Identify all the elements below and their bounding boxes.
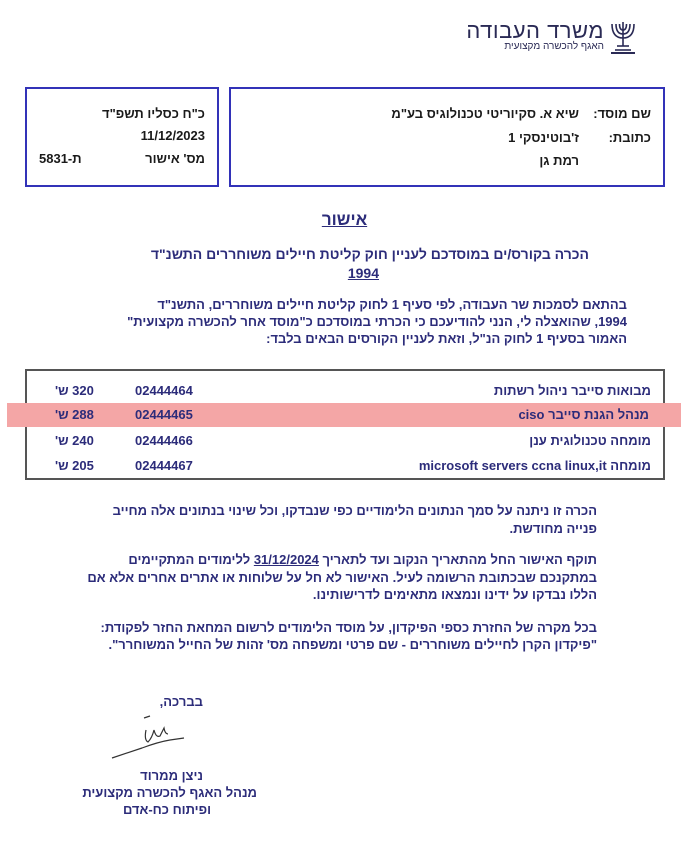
address-label: כתובת: [608, 130, 651, 145]
institution-box [229, 87, 665, 187]
closing-greeting: בברכה, [159, 694, 203, 709]
signer-title-2: ופיתוח כח-אדם [122, 802, 211, 817]
validity-text-a: תוקף האישור החל מהתאריך הנקוב ועד לתאריך [322, 552, 597, 567]
deposit-line-1: בכל מקרה של החזרת כספי הפיקדון, על מוסד הלימודים לרשום המחאת החזר לפקודת: [100, 620, 597, 635]
table-row [27, 429, 663, 453]
validity-line-3: הללו נבדקו על ידינו ונמצאו מתאימים לדרישותינו. [312, 587, 597, 602]
division-name: האגף להכשרה מקצועית [504, 41, 604, 52]
ministry-name: משרד העבודה [466, 18, 604, 43]
course-name: מומחה טכנולוגית ענן [529, 433, 651, 448]
approval-number: ת-5831 [39, 151, 82, 166]
validity-line-1 [128, 552, 597, 568]
course-price: 320 ש' [55, 383, 94, 398]
course-price: 240 ש' [55, 433, 94, 448]
signer-name: ניצן ממרוד [140, 768, 203, 783]
course-code: 02444464 [135, 383, 193, 398]
validity-line-2: במתקנכם שבכתובת הרשומה לעיל. האישור לא חל על שלוחות או אתרים אחרים אלא אם [87, 570, 597, 585]
course-code: 02444467 [135, 458, 193, 473]
course-code: 02444466 [135, 433, 193, 448]
table-row [27, 379, 663, 403]
institution-name-value: שיא א. סקיוריטי טכנולוגיס בע"מ [391, 106, 579, 121]
table-row [27, 454, 663, 478]
recognition-line-2: פנייה מחודשת. [509, 521, 597, 536]
address-line-1: ז'בוטינסקי 1 [508, 130, 579, 145]
menorah-emblem-icon [607, 16, 639, 56]
recognition-line-1: הכרה זו ניתנה על סמך הנתונים הלימודיים כפי שנבדקו, וכל שינוי בנתונים אלה מחייב [112, 503, 597, 518]
intro-line-1: בהתאם לסמכות שר העבודה, לפי סעיף 1 לחוק קליטת חיילים משוחררים, התשנ"ד [157, 297, 627, 312]
courses-table [25, 369, 665, 480]
intro-line-2: 1994, שהואצלה לי, הנני להודיעכם כי הכרתי במוסדכם כ"מוסד אחר להכשרה מקצועית" [127, 314, 627, 329]
course-name: מומחה microsoft servers ccna linux,it [418, 458, 651, 473]
course-name: מנהל הגנת סייבר ciso [518, 407, 649, 422]
table-row-highlighted [7, 403, 681, 427]
course-price: 205 ש' [55, 458, 94, 473]
signer-title-1: מנהל האגף להכשרה מקצועית [82, 785, 257, 800]
deposit-line-2: "פיקדון הקרן לחיילים משוחררים - שם פרטי ומשפחה מס' זהות של החייל המשוחרר". [108, 637, 597, 652]
address-line-2: רמת גן [539, 153, 579, 168]
validity-end-date: 31/12/2024 [253, 552, 319, 567]
document-subtitle: הכרה בקורס/ים במוסדכם לעניין חוק קליטת חיילים משוחררים התשנ"ד [150, 246, 589, 262]
course-code: 02444465 [135, 407, 193, 422]
document-title: אישור [321, 210, 368, 229]
gregorian-date: 11/12/2023 [140, 128, 205, 143]
date-approval-box [25, 87, 219, 187]
handwritten-signature [108, 712, 188, 762]
institution-name-label: שם מוסד: [593, 106, 651, 121]
validity-text-b: ללימודים המתקיימים [128, 552, 251, 567]
document-subtitle-year: 1994 [347, 265, 379, 281]
approval-number-label: מס' אישור [145, 151, 205, 166]
intro-line-3: האמור בסעיף 1 לחוק הנ"ל, וזאת לעניין הקורסים הבאים בלבד: [266, 331, 627, 346]
course-price: 288 ש' [55, 407, 94, 422]
hebrew-date: כ"ח כסליו תשפ"ד [102, 106, 205, 121]
course-name: מבואות סייבר ניהול רשתות [493, 383, 651, 398]
